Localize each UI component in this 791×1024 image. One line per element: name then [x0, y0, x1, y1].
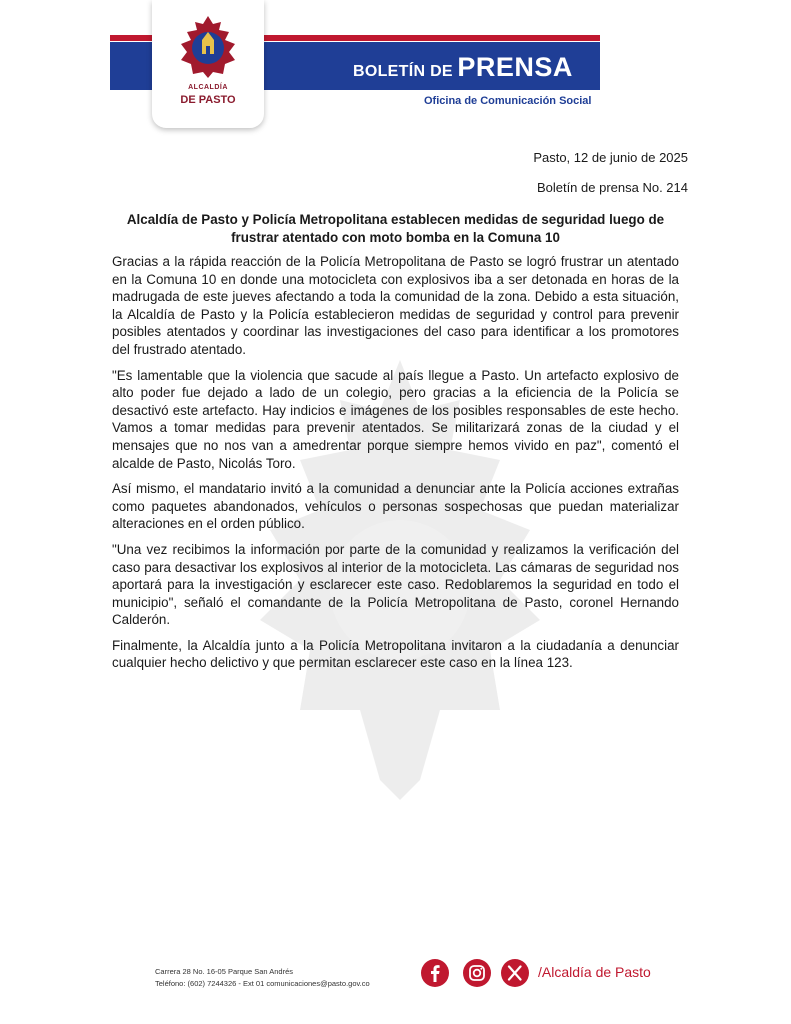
paragraph: Gracias a la rápida reacción de la Policía Metropolitana de Pasto se logró frustrar un atentado en la Comuna 10 en donde una motocicleta con explosivos iba a ser detonada en horas de la madrugada de este jueves afectando a toda la comunidad de la zona. Debido a esta situación, la Alcaldía de Pasto y la Policía establecieron medidas de seguridad y control para prevenir posibles atentados y coordinar las investigaciones del caso para identificar a los promotores del frustrado atentado.: [112, 254, 679, 357]
footer-address-line: Carrera 28 No. 16-05 Parque San Andrés: [155, 967, 293, 976]
banner-title-small: BOLETÍN DE: [353, 63, 453, 80]
x-icon[interactable]: [500, 958, 530, 988]
bulletin-number: Boletín de prensa No. 214: [536, 180, 688, 195]
headline: Alcaldía de Pasto y Policía Metropolitana establecen medidas de seguridad luego de frustrar atentado con moto bomba en la Comuna 10: [126, 212, 665, 245]
paragraph: "Es lamentable que la violencia que sacude al país llegue a Pasto. Un artefacto explosivo de alto poder fue dejado a lado de un colegio, pero gracias a la eficiencia de la Policía se desactivó este artefacto. Hay indicios e imágenes de los posibles responsables de este hecho. Vamos a tomar medidas para prevenir atentados. Se militarizará zonas de la ciudad y el mensajes que no nos van a amedrentar porque siempre hemos vivido en paz", comentó el alcalde de Pasto, Nicolás Toro.: [112, 367, 679, 471]
paragraph: "Una vez recibimos la información por parte de la comunidad y realizamos la verificación del caso para desactivar los explosivos al interior de la motocicleta. Las cámaras de seguridad nos aportará para la investigación y esclarecer este caso. Redoblaremos la seguridad en todo el municipio", señaló el comandante de la Policía Metropolitana de Pasto, coronel Hernando Calderón.: [112, 541, 679, 628]
article-body: [112, 253, 679, 680]
banner-title-big: PRENSA: [457, 52, 573, 82]
banner-title: [353, 52, 573, 83]
logo-card: [152, 0, 264, 128]
paragraph: Así mismo, el mandatario invitó a la comunidad a denunciar ante la Policía acciones extrañas como paquetes abandonados, vehículos o personas sospechosas que puedan materializar alteraciones en el orden público.: [112, 481, 679, 532]
social-handle[interactable]: /Alcaldía de Pasto: [538, 964, 651, 980]
bulletin-date: Pasto, 12 de junio de 2025: [533, 150, 688, 165]
logo-text-line2: DE PASTO: [180, 94, 236, 106]
coat-of-arms-icon: [177, 14, 239, 80]
logo-text-line1: ALCALDÍA: [188, 84, 228, 91]
facebook-icon[interactable]: [420, 958, 450, 988]
footer-address: [155, 966, 370, 990]
footer-contact-line: Teléfono: (602) 7244326 - Ext 01 comunicaciones@pasto.gov.co: [155, 979, 370, 988]
instagram-icon[interactable]: [462, 958, 492, 988]
paragraph: Finalmente, la Alcaldía junto a la Policía Metropolitana invitaron a la ciudadanía a denunciar cualquier hecho delictivo y que permitan esclarecer este caso en la línea 123.: [112, 637, 679, 671]
office-subtitle: Oficina de Comunicación Social: [424, 95, 592, 107]
